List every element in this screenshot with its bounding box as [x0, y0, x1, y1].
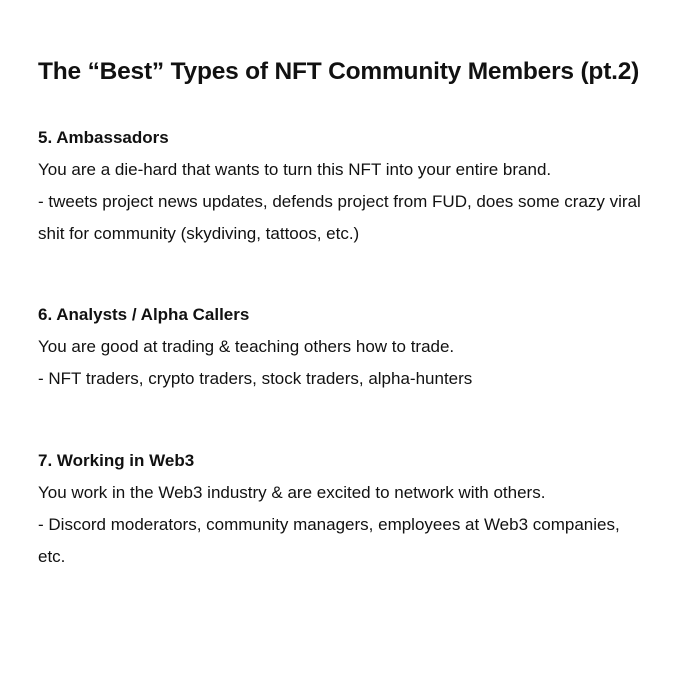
section-description: You are good at trading & teaching others how to trade. — [38, 337, 455, 356]
section-heading: 6. Analysts / Alpha Callers — [38, 305, 250, 324]
section-analysts — [38, 299, 648, 395]
section-examples: - NFT traders, crypto traders, stock traders, alpha-hunters — [38, 369, 473, 388]
section-working-in-web3 — [38, 445, 648, 573]
section-examples: - Discord moderators, community managers, employees at Web3 companies, etc. — [38, 515, 620, 566]
section-ambassadors — [38, 122, 648, 250]
section-description: You are a die-hard that wants to turn this NFT into your entire brand. — [38, 160, 552, 179]
section-heading: 5. Ambassadors — [38, 128, 169, 147]
section-heading: 7. Working in Web3 — [38, 451, 195, 470]
section-description: You work in the Web3 industry & are excited to network with others. — [38, 483, 546, 502]
page-title: The “Best” Types of NFT Community Members (pt.2) — [38, 58, 640, 85]
section-examples: - tweets project news updates, defends project from FUD, does some crazy viral shit for community (skydiving, tattoos, etc.) — [38, 192, 641, 243]
